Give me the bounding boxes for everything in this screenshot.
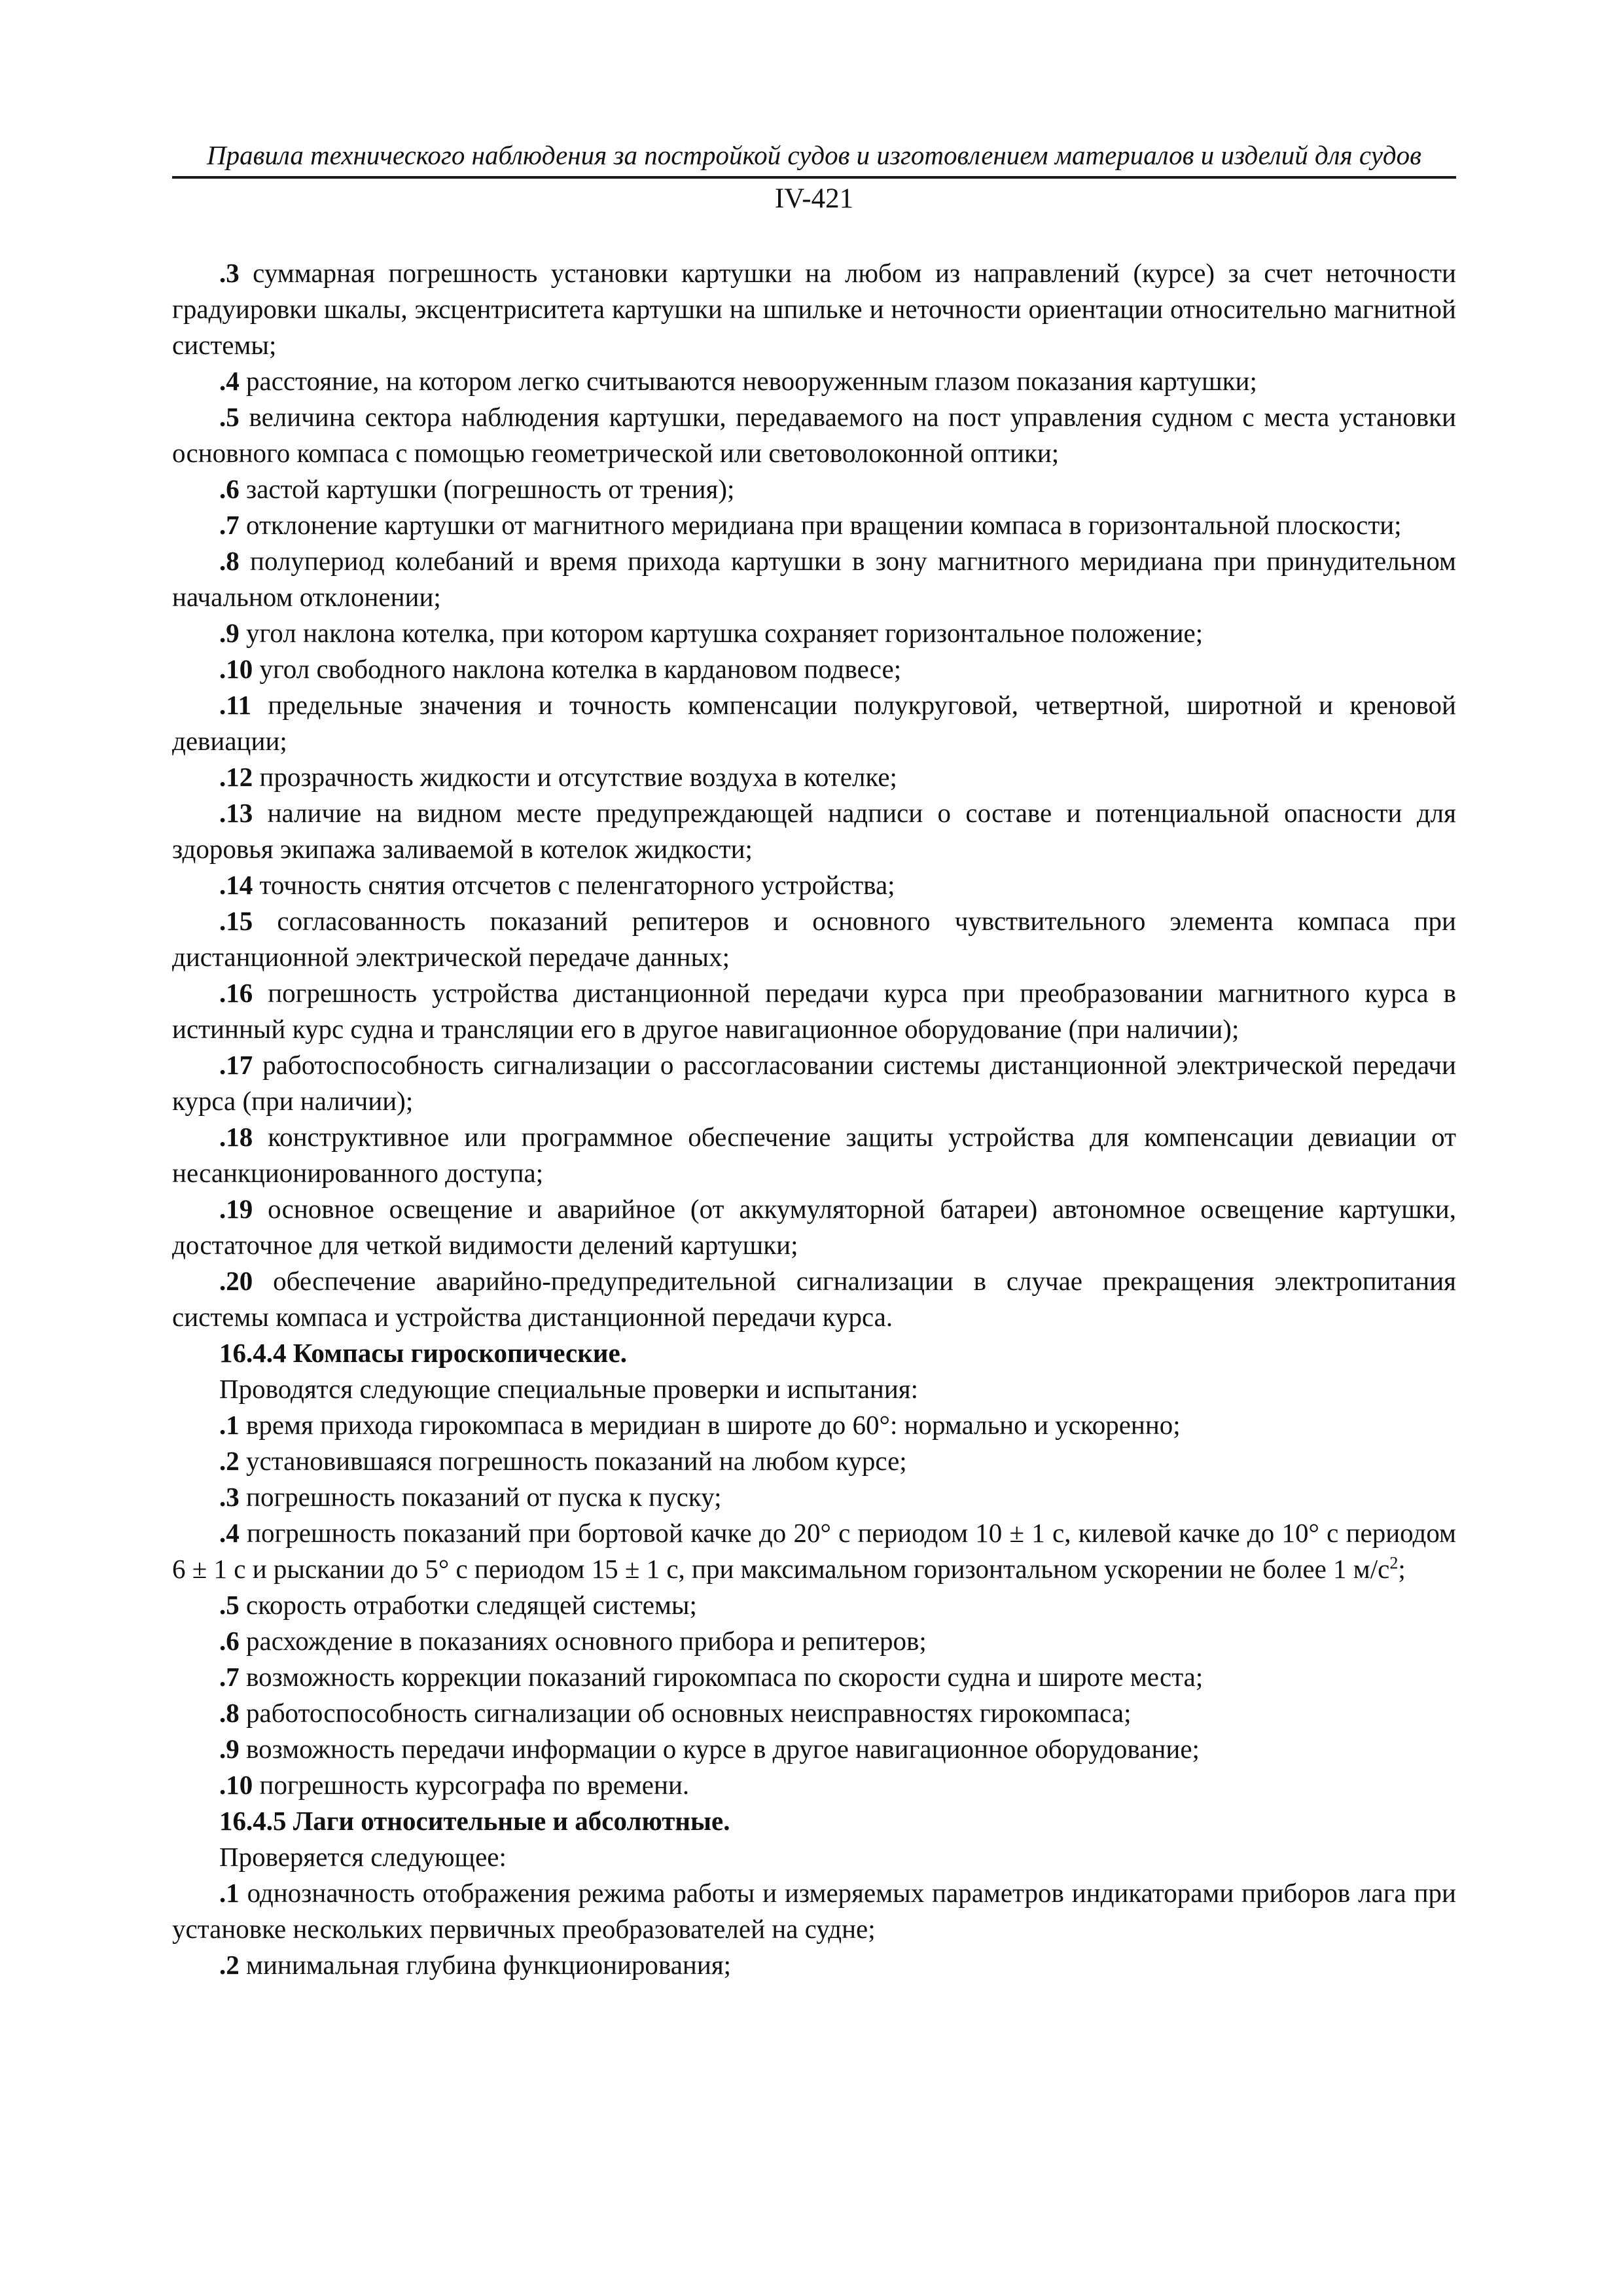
item-text: погрешность показаний при бортовой качке до 20° с периодом 10 ± 1 с, килевой качке до 10° с периодом 6 ± 1 с и рыскании до 5° с периодом 15 ± 1 с, при максимальном горизонтальном ускорении не более 1 м/с: [172, 1518, 1456, 1584]
list-item: [172, 1947, 1456, 1983]
item-number: .13: [219, 798, 253, 828]
compass-checks-list: [172, 255, 1456, 1335]
list-item: [172, 1263, 1456, 1335]
list-item: [172, 975, 1456, 1047]
item-number: .3: [219, 1482, 240, 1512]
item-number: .4: [219, 366, 240, 396]
list-item: [172, 543, 1456, 615]
item-number: .11: [219, 690, 251, 720]
item-text: погрешность курсографа по времени.: [253, 1770, 690, 1800]
list-item: [172, 471, 1456, 507]
item-number: .4: [219, 1518, 240, 1548]
section-intro-16-4-4: Проводятся следующие специальные проверки и испытания:: [219, 1374, 919, 1404]
item-number: .8: [219, 1698, 240, 1728]
item-number: .20: [219, 1266, 253, 1296]
item-text: установившаяся погрешность показаний на любом курсе;: [239, 1446, 907, 1476]
list-item: [172, 507, 1456, 543]
item-text: возможность передачи информации о курсе в другое навигационное оборудование;: [239, 1734, 1200, 1764]
item-number: .2: [219, 1446, 240, 1476]
item-text-tail: ;: [1398, 1554, 1406, 1584]
item-text: расхождение в показаниях основного прибора и репитеров;: [239, 1626, 927, 1656]
section-heading-16-4-5: 16.4.5 Лаги относительные и абсолютные.: [219, 1806, 730, 1836]
list-item: [172, 1623, 1456, 1659]
list-item: [172, 1659, 1456, 1695]
item-number: .6: [219, 474, 240, 504]
list-item: [172, 363, 1456, 399]
document-body: [172, 255, 1456, 1983]
item-text: работоспособность сигнализации о рассогласовании системы дистанционной электрической передачи курса (при наличии);: [172, 1050, 1456, 1116]
item-text: основное освещение и аварийное (от аккумуляторной батареи) автономное освещение картушки, достаточное для четкой видимости делений картушки;: [172, 1194, 1456, 1260]
item-number: .16: [219, 978, 253, 1008]
item-number: .5: [219, 1590, 240, 1620]
item-text: полупериод колебаний и время прихода картушки в зону магнитного меридиана при принудительном начальном отклонении;: [172, 546, 1456, 612]
list-item: [172, 1479, 1456, 1515]
item-text: точность снятия отсчетов с пеленгаторного устройства;: [253, 870, 895, 900]
item-text: расстояние, на котором легко считываются невооруженным глазом показания картушки;: [239, 366, 1257, 396]
item-number: .7: [219, 1662, 240, 1692]
item-number: .9: [219, 1734, 240, 1764]
list-item: [172, 795, 1456, 867]
header-title: Правила технического наблюдения за постройкой судов и изготовлением материалов и изделий для судов: [207, 140, 1421, 170]
item-number: .14: [219, 870, 253, 900]
item-text: угол наклона котелка, при котором картушка сохраняет горизонтальное положение;: [239, 618, 1204, 648]
list-item: [172, 615, 1456, 651]
list-item: [172, 867, 1456, 903]
list-item: [172, 1875, 1456, 1947]
item-number: .1: [219, 1878, 240, 1908]
item-number: .3: [219, 258, 240, 288]
item-number: .8: [219, 546, 240, 576]
item-text: наличие на видном месте предупреждающей надписи о составе и потенциальной опасности для здоровья экипажа заливаемой в котелок жидкости;: [172, 798, 1456, 864]
list-item: [172, 1191, 1456, 1263]
item-number: .9: [219, 618, 240, 648]
list-item: [172, 1731, 1456, 1767]
item-text: однозначность отображения режима работы и измеряемых параметров индикаторами приборов лага при установке нескольких первичных преобразователей на судне;: [172, 1878, 1456, 1944]
item-number: .17: [219, 1050, 253, 1080]
page-number: IV-421: [774, 183, 854, 214]
item-text: застой картушки (погрешность от трения);: [239, 474, 735, 504]
list-item: [172, 399, 1456, 471]
item-text: предельные значения и точность компенсации полукруговой, четвертной, широтной и креновой девиации;: [172, 690, 1456, 756]
item-number: .18: [219, 1122, 253, 1152]
list-item: [172, 903, 1456, 975]
list-item: [172, 255, 1456, 363]
item-number: .19: [219, 1194, 253, 1224]
item-number: .7: [219, 510, 240, 540]
list-item: [172, 1515, 1456, 1587]
item-text: возможность коррекции показаний гирокомпаса по скорости судна и широте места;: [239, 1662, 1204, 1692]
item-text: величина сектора наблюдения картушки, передаваемого на пост управления судном с места установки основного компаса с помощью геометрической или световолоконной оптики;: [172, 402, 1456, 468]
item-text: согласованность показаний репитеров и основного чувствительного элемента компаса при дистанционной электрической передаче данных;: [172, 906, 1456, 972]
gyrocompass-checks-list: [172, 1407, 1456, 1515]
item-text: погрешность показаний от пуска к пуску;: [239, 1482, 722, 1512]
list-item: [172, 1119, 1456, 1191]
item-number: .2: [219, 1950, 240, 1980]
list-item: [172, 687, 1456, 759]
item-text: работоспособность сигнализации об основных неисправностях гирокомпаса;: [239, 1698, 1132, 1728]
list-item: [172, 651, 1456, 687]
section-heading-16-4-4: 16.4.4 Компасы гироскопические.: [219, 1338, 627, 1368]
item-text: скорость отработки следящей системы;: [239, 1590, 697, 1620]
list-item: [172, 1767, 1456, 1803]
item-text: обеспечение аварийно-предупредительной сигнализации в случае прекращения электропитания системы компаса и устройства дистанционной передачи курса.: [172, 1266, 1456, 1332]
log-checks-list: [172, 1875, 1456, 1983]
item-text: минимальная глубина функционирования;: [239, 1950, 732, 1980]
superscript: 2: [1389, 1553, 1399, 1573]
item-number: .1: [219, 1410, 240, 1440]
gyrocompass-checks-list-continued: [172, 1587, 1456, 1803]
item-text: прозрачность жидкости и отсутствие воздуха в котелке;: [253, 762, 897, 792]
item-text: угол свободного наклона котелка в кардановом подвесе;: [253, 654, 902, 684]
list-item: [172, 1407, 1456, 1443]
item-text: суммарная погрешность установки картушки на любом из направлений (курсе) за счет неточности градуировки шкалы, эксцентриситета картушки на шпильке и неточности ориентации относительно магнитной системы;: [172, 258, 1456, 360]
item-number: .5: [219, 402, 240, 432]
list-item: [172, 1047, 1456, 1119]
list-item: [172, 1587, 1456, 1623]
item-text: конструктивное или программное обеспечение защиты устройства для компенсации девиации от несанкционированного доступа;: [172, 1122, 1456, 1188]
section-intro-16-4-5: Проверяется следующее:: [219, 1842, 507, 1872]
list-item: [172, 1443, 1456, 1479]
item-number: .10: [219, 1770, 253, 1800]
item-number: .10: [219, 654, 253, 684]
item-text: погрешность устройства дистанционной передачи курса при преобразовании магнитного курса в истинный курс судна и трансляции его в другое навигационное оборудование (при наличии);: [172, 978, 1456, 1044]
list-item: [172, 759, 1456, 795]
item-number: .6: [219, 1626, 240, 1656]
item-text: отклонение картушки от магнитного меридиана при вращении компаса в горизонтальной плоскости;: [239, 510, 1402, 540]
running-header: [172, 135, 1456, 179]
item-text: время прихода гирокомпаса в меридиан в широте до 60°: нормально и ускоренно;: [239, 1410, 1181, 1440]
item-number: .15: [219, 906, 253, 936]
item-number: .12: [219, 762, 253, 792]
list-item: [172, 1695, 1456, 1731]
